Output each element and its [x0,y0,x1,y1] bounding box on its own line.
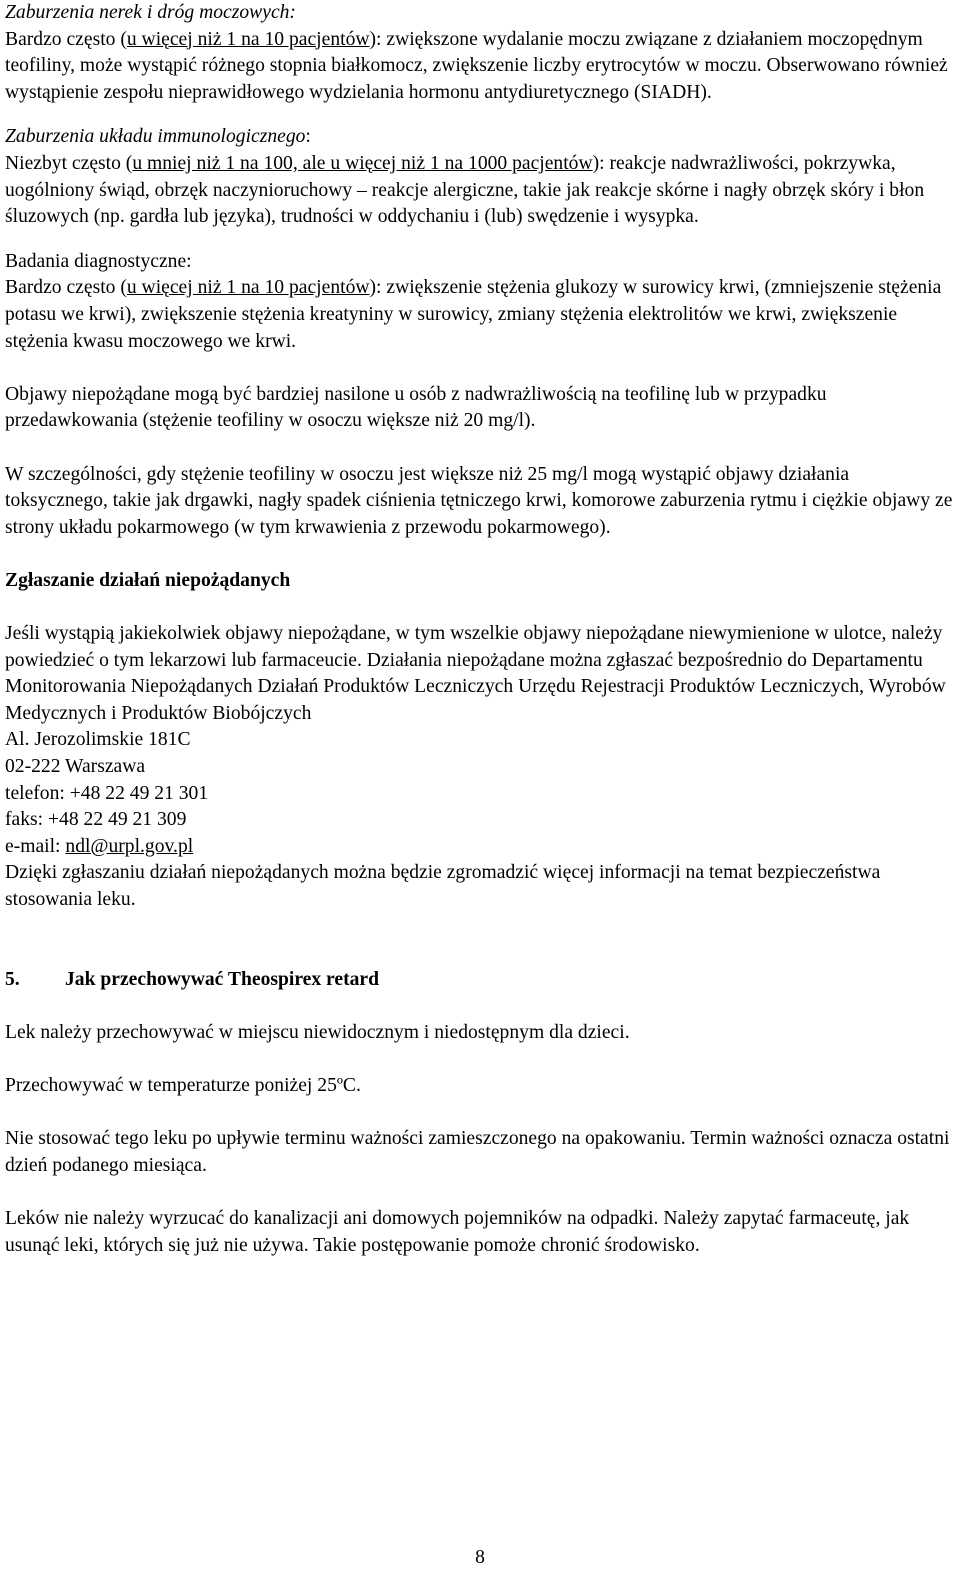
spacer [5,1179,955,1206]
diag-frequency: u więcej niż 1 na 10 pacjentów [126,277,370,299]
immune-paragraph [5,151,955,231]
toxic-paragraph: W szczególności, gdy stężenie teofiliny w osoczu jest większe niż 25 mg/l mogą wystąpić objawy działania toksycznego, takie jak drgawki, nagły spadek ciśnienia tętniczego krwi, komorowe zaburzenia rytmu i ciężkie objawy ze strony układu pokarmowego (w tym krwawienia z przewodu pokarmowego). [5,463,953,538]
section5-title: Jak przechowywać Theospirex retard [65,968,380,990]
spacer [5,355,955,382]
spacer [5,1046,955,1073]
report-body: Jeśli wystąpią jakiekolwiek objawy niepożądane, w tym wszelkie objawy niepożądane niewymienione w ulotce, należy powiedzieć o tym lekarzowi lub farmaceucie. Działania niepożądane można zgłaszać bezpośrednio do Departamentu Monitorowania Niepożądanych Działań Produktów Leczniczych Urzędu Rejestracji Produktów Leczniczych, Wyrobów Medycznych i Produktów Biobójczych [5,623,946,724]
spacer [5,435,955,462]
section5-p4: Leków nie należy wyrzucać do kanalizacji ani domowych pojemników na odpadki. Należy zapytać farmaceutę, jak usunąć leki, których się już nie używa. Takie postępowanie pomoże chronić środowisko. [5,1207,910,1256]
diag-paragraph [5,275,955,355]
diag-rest: ): zwiększenie stężenia glukozy w surowicy krwi, (zmniejszenie stężenia potasu we krwi), zwiększenie stężenia kreatyniny w surowicy, zmiany stężenia elektrolitów we krwi, zwiększenie stężenia kwasu moczowego we krwi. [5,277,942,352]
severe-paragraph: Objawy niepożądane mogą być bardziej nasilone u osób z nadwrażliwością na teofilinę lub w przypadku przedawkowania (stężenie teofiliny w osoczu większe niż 20 mg/l). [5,383,827,432]
immune-frequency: u mniej niż 1 na 100, ale u więcej niż 1 na 1000 pacjentów [132,152,593,174]
report-address-street: Al. Jerozolimskie 181C [5,729,191,751]
spacer [5,914,955,967]
immune-lead: Niezbyt często ( [5,152,133,174]
kidney-rest: ): zwiększone wydalanie moczu związane z działaniem moczopędnym teofiliny, może wystąpić różnego stopnia białkomocz, zwiększenie liczby erytrocytów w moczu. Obserwowano również wystąpienie zespołu nieprawidłowego wydzielania hormonu antydiuretycznego (SIADH). [5,28,948,103]
spacer [5,106,955,124]
section5-p2: Przechowywać w temperaturze poniżej 25ºC. [5,1074,361,1096]
diag-heading: Badania diagnostyczne: [5,250,192,272]
report-fax: faks: +48 22 49 21 309 [5,809,187,831]
spacer [5,1100,955,1127]
kidney-paragraph [5,27,955,107]
kidney-frequency: u więcej niż 1 na 10 pacjentów [126,28,370,50]
report-phone: telefon: +48 22 49 21 301 [5,782,209,804]
section5-p3: Nie stosować tego leku po upływie terminu ważności zamieszczonego na opakowaniu. Termin ważności oznacza ostatni dzień podanego miesiąca. [5,1128,950,1176]
report-email-link[interactable]: ndl@urpl.gov.pl [65,835,194,857]
immune-colon: : [305,126,311,148]
spacer [5,541,955,568]
report-heading: Zgłaszanie działań niepożądanych [5,569,291,591]
report-closing: Dzięki zgłaszaniu działań niepożądanych można będzie zgromadzić więcej informacji na temat bezpieczeństwa stosowania leku. [5,862,881,910]
report-email-label: e-mail: [5,835,66,857]
kidney-heading: Zaburzenia nerek i dróg moczowych: [5,2,296,23]
immune-heading: Zaburzenia układu immunologicznego [5,126,306,148]
section5-heading [5,967,955,994]
page-number: 8 [475,1547,485,1568]
spacer [5,594,955,621]
document-page [5,0,955,1259]
report-address-city: 02-222 Warszawa [5,756,146,778]
section5-p1: Lek należy przechowywać w miejscu niewidocznym i niedostępnym dla dzieci. [5,1021,630,1043]
kidney-lead: Bardzo często ( [5,28,127,50]
diag-lead: Bardzo często ( [5,277,127,299]
spacer [5,993,955,1020]
immune-rest: ): reakcje nadwrażliwości, pokrzywka, uogólniony świąd, obrzęk naczynioruchowy – reakcje alergiczne, takie jak reakcje skórne i nagły obrzęk skóry i błon śluzowych (np. gardła lub języka), trudności w oddychaniu i (lub) swędzenie i wysypka. [5,152,925,228]
spacer [5,231,955,249]
section5-number: 5. [5,968,20,990]
immune-heading-line [5,124,955,151]
report-email-line [5,834,955,861]
